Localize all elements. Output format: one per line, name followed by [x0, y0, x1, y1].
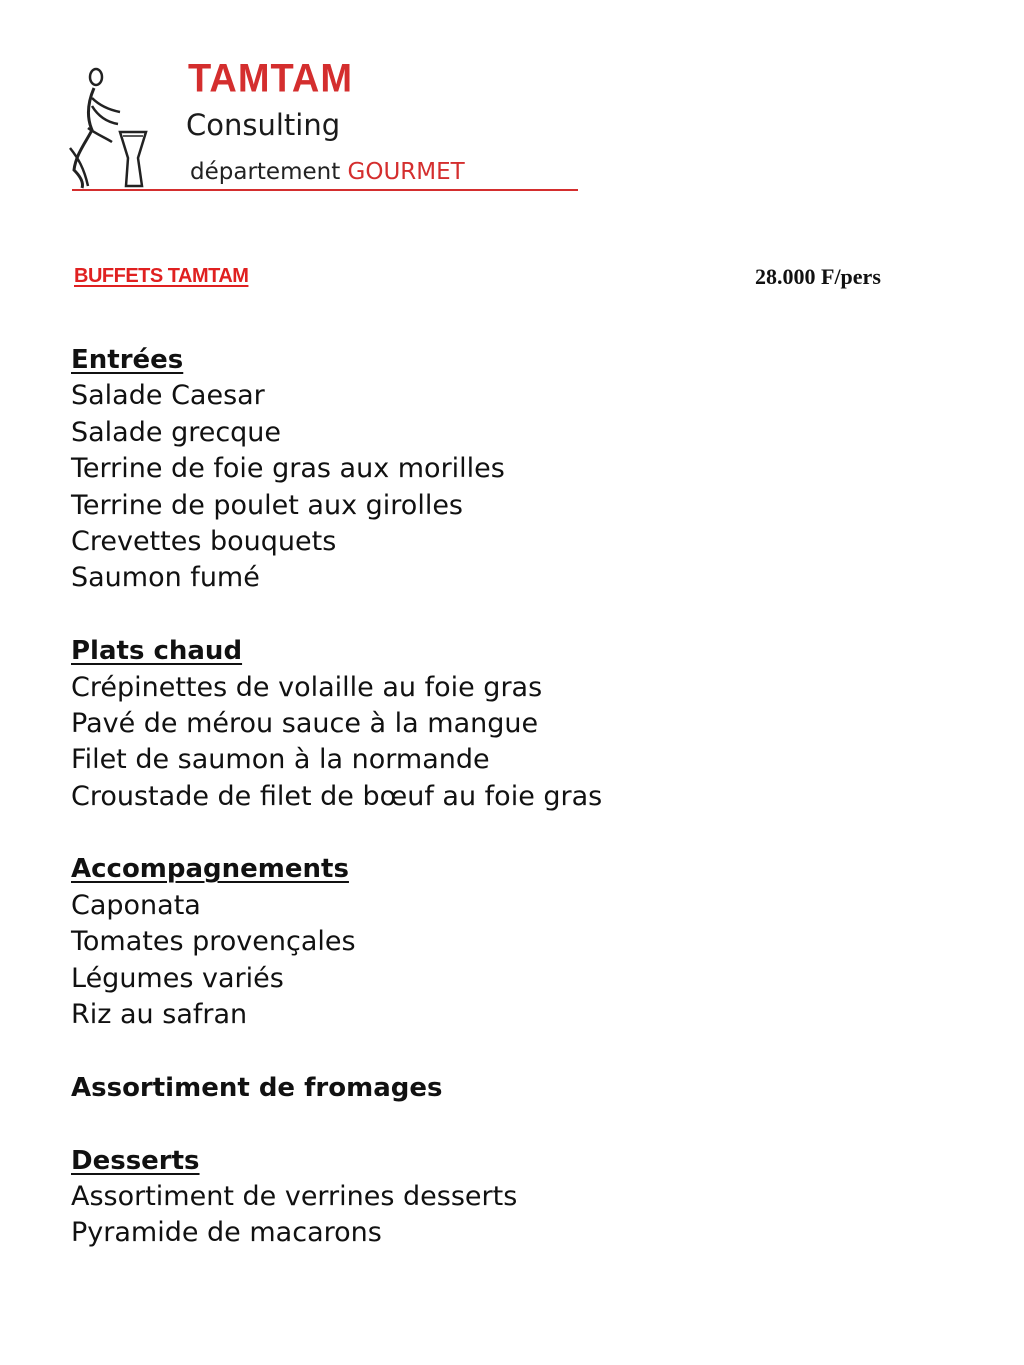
menu-item-list — [71, 888, 971, 1034]
price-per-person: 28.000 F/pers — [755, 264, 881, 289]
buffet-title: BUFFETS TAMTAM — [74, 265, 249, 287]
brand-subtitle: Consulting — [186, 108, 341, 142]
section-heading: Plats chaud — [71, 636, 243, 667]
menu-item: Légumes variés — [71, 962, 284, 994]
section-heading: Entrées — [71, 345, 184, 375]
department-label — [190, 158, 465, 186]
menu-item-list — [71, 670, 971, 816]
menu-item: Crépinettes de volaille au foie gras — [71, 671, 543, 703]
menu-item: Riz au safran — [71, 999, 248, 1031]
menu-section — [71, 1070, 971, 1106]
logo-divider — [72, 189, 578, 191]
menu-item: Tomates provençales — [71, 926, 356, 958]
menu-item-list — [71, 1179, 971, 1252]
section-heading: Accompagnements — [71, 854, 349, 885]
brand-name: TAMTAM — [188, 56, 353, 102]
department-highlight: GOURMET — [347, 159, 465, 185]
menu-item: Filet de saumon à la normande — [71, 744, 490, 776]
department-prefix: département — [190, 159, 348, 185]
menu-section — [71, 851, 971, 1033]
company-logo — [66, 58, 586, 198]
menu-section — [71, 1143, 971, 1252]
menu-section — [71, 342, 971, 597]
menu-item: Saumon fumé — [71, 562, 260, 594]
menu-item: Assortiment de verrines desserts — [71, 1180, 518, 1212]
menu-item: Salade grecque — [71, 416, 282, 448]
menu-content — [71, 342, 971, 1288]
section-heading: Assortiment de fromages — [71, 1072, 443, 1103]
menu-item: Crevettes bouquets — [71, 525, 337, 557]
menu-item-list — [71, 378, 971, 596]
menu-item: Terrine de foie gras aux morilles — [71, 453, 505, 485]
menu-item: Pavé de mérou sauce à la mangue — [71, 707, 539, 739]
menu-item: Pyramide de macarons — [71, 1217, 382, 1249]
menu-section — [71, 633, 971, 815]
section-heading: Desserts — [71, 1145, 200, 1176]
menu-item: Salade Caesar — [71, 380, 265, 412]
drummer-figure-icon — [66, 58, 156, 194]
menu-item: Terrine de poulet aux girolles — [71, 489, 464, 521]
menu-item: Caponata — [71, 889, 201, 921]
menu-item: Croustade de filet de bœuf au foie gras — [71, 780, 603, 812]
